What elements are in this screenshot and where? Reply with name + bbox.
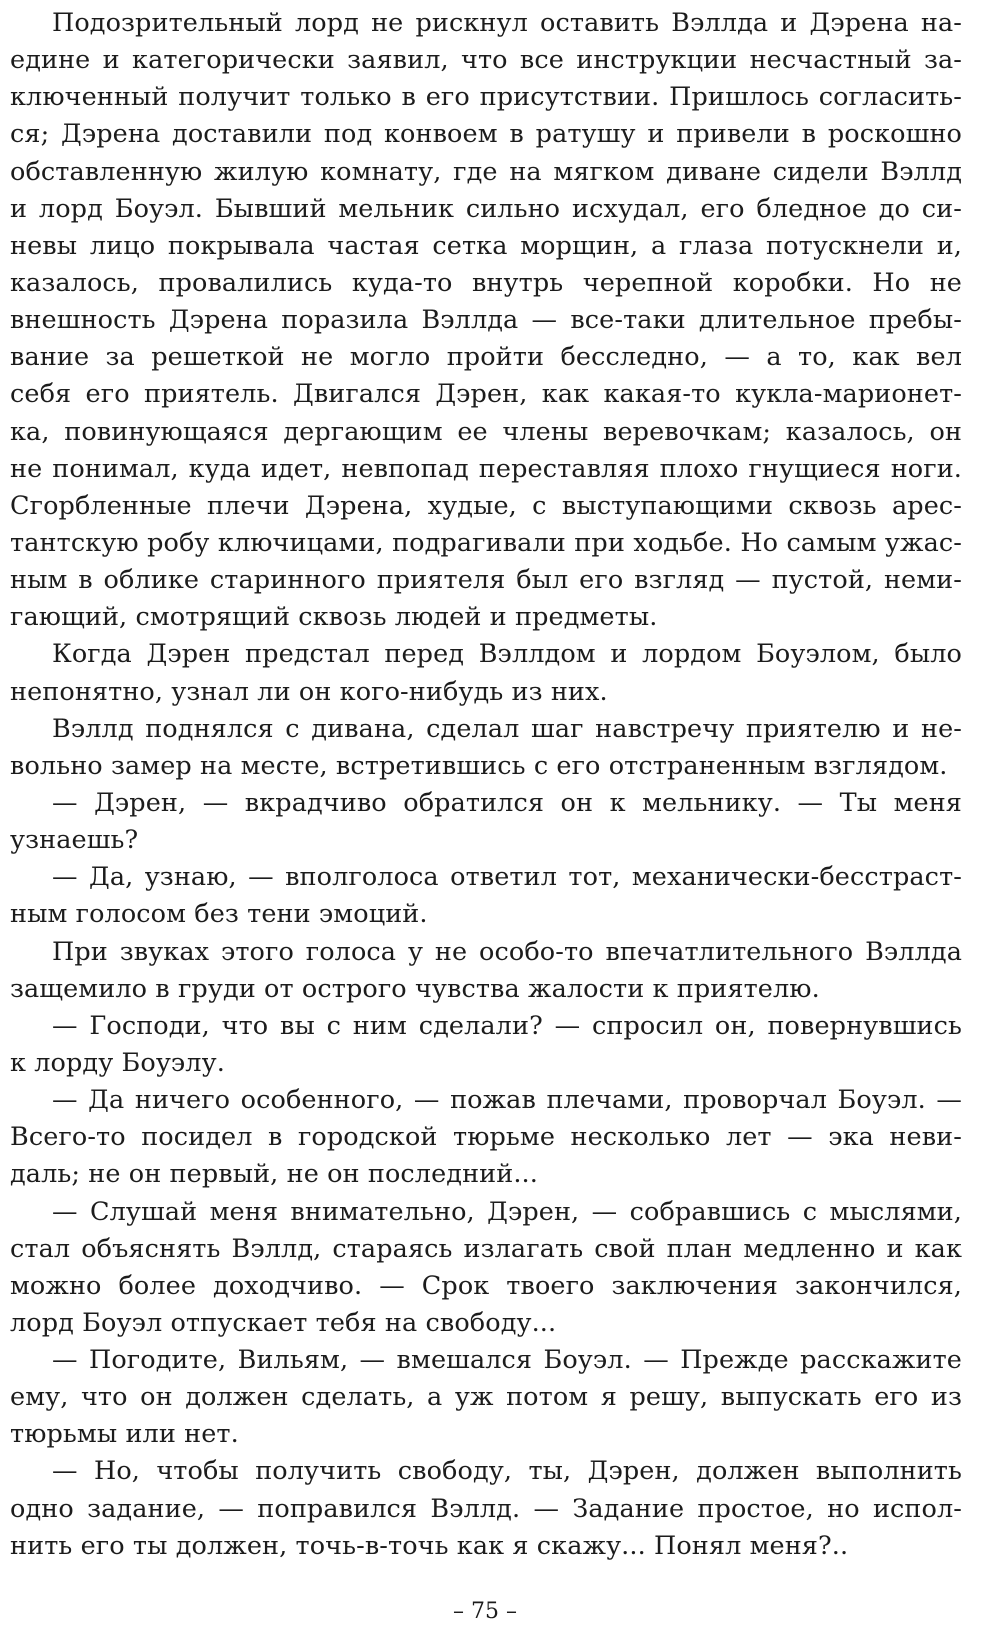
text-line: ным в облике старинного приятеля был его взгляд — пустой, неми- (10, 565, 962, 596)
text-line: едине и категорически заявил, что все инструкции несчастный за- (10, 45, 962, 76)
text-line: обставленную жилую комнату, где на мягком диване сидели Вэллд (10, 156, 962, 187)
text-line: — Но, чтобы получить свободу, ты, Дэрен, должен выполнить (52, 1456, 962, 1487)
text-line: тюрьмы или нет. (10, 1419, 239, 1450)
text-line: ка, повинующаяся дергающим ее члены веревочкам; казалось, он (10, 416, 962, 447)
text-line: непонятно, узнал ли он кого-нибудь из них. (10, 676, 608, 707)
page-text-body (10, 5, 962, 1575)
text-line: к лорду Боуэлу. (10, 1047, 225, 1078)
text-line: внешность Дэрена поразила Вэллда — все-таки длительное пребы- (10, 305, 962, 336)
text-line: одно задание, — поправился Вэллд. — Задание простое, но испол- (10, 1493, 962, 1524)
paragraph (10, 1194, 962, 1343)
text-line: вольно замер на месте, встретившись с его отстраненным взглядом. (10, 750, 948, 781)
text-line: вание за решеткой не могло пройти бесследно, — а то, как вел (10, 342, 962, 373)
text-line: ключенный получит только в его присутствии. Пришлось согласить- (10, 82, 962, 113)
text-line: — Дэрен, — вкрадчиво обратился он к мельнику. — Ты меня (52, 787, 962, 818)
text-line: — Погодите, Вильям, — вмешался Боуэл. — Прежде расскажите (52, 1345, 962, 1376)
text-line: стал объяснять Вэллд, стараясь излагать свой план медленно и как (10, 1233, 962, 1264)
paragraph (10, 1453, 962, 1564)
page-number: – 75 – (453, 1599, 517, 1624)
paragraph (10, 711, 962, 785)
paragraph (10, 785, 962, 859)
text-line: Когда Дэрен предстал перед Вэллдом и лордом Боуэлом, было (52, 639, 962, 670)
paragraph (10, 636, 962, 710)
text-line: узнаешь? (10, 825, 139, 856)
text-line: ему, что он должен сделать, а уж потом я решу, выпускать его из (10, 1382, 962, 1413)
text-line: нить его ты должен, точь-в-точь как я скажу... Понял меня?.. (10, 1530, 849, 1561)
text-line: и лорд Боуэл. Бывший мельник сильно исхудал, его бледное до си- (10, 193, 962, 224)
text-line: Сгорбленные плечи Дэрена, худые, с выступающими сквозь арес- (10, 490, 962, 521)
paragraph (10, 1082, 962, 1193)
text-line: лорд Боуэл отпускает тебя на свободу... (10, 1307, 557, 1338)
paragraph (10, 1008, 962, 1082)
text-line: невы лицо покрывала частая сетка морщин, а глаза потускнели и, (10, 230, 962, 261)
text-line: не понимал, куда идет, невпопад переставляя плохо гнущиеся ноги. (10, 453, 962, 484)
text-line: гающий, смотрящий сквозь людей и предметы. (10, 602, 658, 633)
text-line: — Да ничего особенного, — пожав плечами, проворчал Боуэл. — (52, 1085, 962, 1116)
text-line: можно более доходчиво. — Срок твоего заключения закончился, (10, 1270, 962, 1301)
text-line: казалось, провалились куда-то внутрь черепной коробки. Но не (10, 267, 962, 298)
text-line: Всего-то посидел в городской тюрьме несколько лет — эка неви- (10, 1122, 962, 1153)
text-line: — Слушай меня внимательно, Дэрен, — собравшись с мыслями, (52, 1196, 962, 1227)
text-line: ным голосом без тени эмоций. (10, 899, 428, 930)
text-line: ся; Дэрена доставили под конвоем в ратушу и привели в роскошно (10, 119, 962, 150)
text-line: защемило в груди от острого чувства жалости к приятелю. (10, 973, 820, 1004)
paragraph (10, 5, 962, 636)
text-line: — Да, узнаю, — вполголоса ответил тот, механически-бесстраст- (52, 862, 962, 893)
text-line: себя его приятель. Двигался Дэрен, как какая-то кукла-марионет- (10, 379, 962, 410)
text-line: — Господи, что вы с ним сделали? — спросил он, повернувшись (52, 1010, 962, 1041)
text-line: При звуках этого голоса у не особо-то впечатлительного Вэллда (52, 936, 962, 967)
text-line: Подозрительный лорд не рискнул оставить Вэллда и Дэрена на- (52, 8, 962, 38)
paragraph (10, 859, 962, 933)
text-line: тантскую робу ключицами, подрагивали при ходьбе. Но самым ужас- (10, 527, 962, 558)
paragraph (10, 1342, 962, 1453)
text-line: даль; не он первый, не он последний... (10, 1159, 538, 1190)
text-line: Вэллд поднялся с дивана, сделал шаг навстречу приятелю и не- (52, 713, 962, 744)
paragraph (10, 934, 962, 1008)
